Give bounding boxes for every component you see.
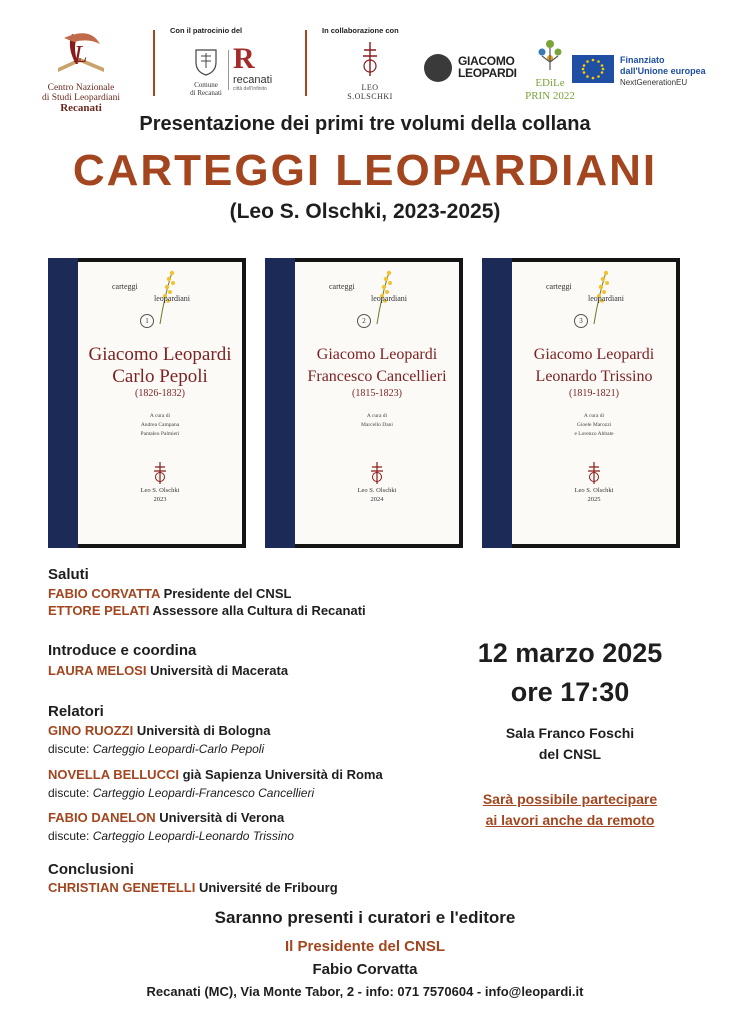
leopardi-portrait-icon: [424, 54, 452, 82]
edile-line-1: EDiLe: [535, 77, 565, 89]
book-cover-2: [265, 258, 463, 548]
cura-label: A cura di: [149, 413, 171, 419]
divider: [153, 30, 155, 96]
publisher-year: 2024: [370, 496, 384, 503]
editors-1: Gioele Marozzi: [576, 422, 612, 428]
speaker-role: già Sapienza Università di Roma: [178, 767, 383, 782]
cura-label: A cura di: [583, 413, 605, 419]
publisher-mark-icon: [586, 462, 602, 486]
speaker-line: [48, 586, 291, 601]
event-room-1: Sala Franco Foschi: [505, 725, 635, 741]
editors-1: Marcello Dani: [361, 422, 393, 428]
volume-number: 3: [574, 314, 588, 328]
book-cover-1: [48, 258, 246, 548]
eu-line-2: dall'Unione europea: [620, 66, 706, 76]
gl-line-1: GIACOMO: [458, 54, 515, 68]
book-years: (1815-1823): [352, 388, 402, 399]
edile-logo: [520, 38, 580, 103]
eu-funding-text: [620, 55, 706, 88]
speaker-role: Presidente del CNSL: [159, 586, 292, 601]
discussion-title: Carteggio Leopardi-Francesco Cancellieri: [92, 786, 315, 800]
speaker-line: [48, 603, 366, 618]
series-brand-1: carteggi: [546, 282, 572, 291]
book-name-1: Giacomo Leopardi: [533, 346, 655, 363]
book-publisher: [78, 486, 242, 504]
speaker-line: [48, 880, 338, 895]
page-subtitle: (Leo S. Olschki, 2023-2025): [229, 200, 501, 223]
series-brand-2: leopardiani: [371, 294, 407, 303]
saluti-heading: Saluti: [48, 566, 89, 583]
svg-text:L: L: [74, 42, 88, 68]
book-name-1: Giacomo Leopardi: [316, 346, 438, 363]
discussion-title: Carteggio Leopardi-Carlo Pepoli: [92, 742, 265, 756]
event-room-2: del CNSL: [538, 746, 602, 762]
president-title: Il Presidente del CNSL: [284, 938, 446, 955]
speaker-role: Università di Verona: [155, 810, 285, 825]
speaker-name: FABIO DANELON: [48, 810, 156, 825]
publisher-year: 2025: [587, 496, 601, 503]
recanati-r-mark: R: [233, 42, 255, 75]
book-years: (1826-1832): [135, 388, 185, 399]
speaker-name: GINO RUOZZI: [48, 723, 134, 738]
discussion-line: [48, 786, 314, 800]
book-front: [78, 262, 242, 544]
book-spine: [482, 258, 512, 548]
eu-line-3: NextGenerationEU: [620, 78, 688, 87]
patrocinio-label: Con il patrocinio del: [170, 26, 243, 35]
tree-icon: [520, 38, 580, 72]
series-brand-2: leopardiani: [154, 294, 190, 303]
speaker-line: [48, 663, 288, 678]
book-publisher: [512, 486, 676, 504]
publisher-year: 2023: [153, 496, 167, 503]
book-front: [512, 262, 676, 544]
editors-2: Pantaleo Palmieri: [140, 431, 180, 437]
recanati-tagline: città dell'infinito: [233, 86, 267, 92]
crest-icon: [194, 48, 218, 76]
volume-number: 2: [357, 314, 371, 328]
publisher-mark-icon: [369, 462, 385, 486]
giacomo-leopardi-logo: [458, 55, 517, 79]
book-name-2: Leonardo Trissino: [535, 368, 653, 385]
series-brand-1: carteggi: [112, 282, 138, 291]
quill-book-icon: [50, 28, 112, 78]
divider: [305, 30, 307, 96]
book-front: [295, 262, 459, 544]
book-names: [78, 344, 242, 388]
cnsl-name-2: di Studi Leopardiani: [41, 93, 121, 103]
speaker-role: Assessore alla Cultura di Recanati: [149, 603, 366, 618]
olschki-mark-icon: [360, 42, 380, 78]
series-brand-2: leopardiani: [588, 294, 624, 303]
comune-line-1: Comune: [194, 81, 218, 89]
presenti-note: Saranno presenti i curatori e l'editore: [214, 908, 516, 927]
comune-line-2: di Recanati: [190, 89, 222, 97]
speaker-role: Università di Bologna: [133, 723, 271, 738]
discussion-title: Carteggio Leopardi-Leonardo Trissino: [92, 829, 294, 843]
event-time: ore 17:30: [510, 677, 630, 707]
publisher-name: Leo S. Olschki: [357, 487, 397, 494]
eu-line-1: Finanziato: [620, 55, 665, 65]
presentation-heading: Presentazione dei primi tre volumi della collana: [139, 113, 591, 135]
conclusioni-heading: Conclusioni: [48, 861, 134, 878]
series-brand-1: carteggi: [329, 282, 355, 291]
remote-participation-link-2[interactable]: ai lavori anche da remoto: [485, 812, 655, 828]
publisher-name: Leo S. Olschki: [574, 487, 614, 494]
page-title: CARTEGGI LEOPARDIANI: [72, 146, 658, 195]
discussion-line: [48, 829, 294, 843]
book-years: (1819-1821): [569, 388, 619, 399]
recanati-logo: [233, 44, 293, 92]
eu-flag-icon: [572, 55, 614, 83]
speaker-name: CHRISTIAN GENETELLI: [48, 880, 196, 895]
book-curators: [295, 412, 459, 430]
discute-label: discute:: [48, 829, 93, 843]
speaker-role: Université de Fribourg: [195, 880, 338, 895]
book-names: [295, 344, 459, 388]
book-name-1: Giacomo Leopardi: [88, 344, 232, 365]
gl-line-2: LEOPARDI: [458, 66, 517, 80]
book-spine: [48, 258, 78, 548]
divider: [228, 50, 229, 90]
cnsl-name-3: Recanati: [60, 102, 102, 114]
book-name-2: Francesco Cancellieri: [307, 368, 447, 385]
comune-logo: [186, 48, 226, 97]
book-name-2: Carlo Pepoli: [112, 366, 208, 387]
discussion-line: [48, 742, 264, 756]
book-names: [512, 344, 676, 388]
speaker-line: [48, 767, 383, 782]
discute-label: discute:: [48, 786, 93, 800]
collaborazione-label: In collaborazione con: [322, 26, 399, 35]
cnsl-logo: [22, 28, 140, 114]
book-publisher: [295, 486, 459, 504]
editors-2: e Lorenzo Abbate: [574, 431, 614, 437]
cnsl-name-1: Centro Nazionale: [47, 83, 115, 93]
speaker-name: NOVELLA BELLUCCI: [48, 767, 179, 782]
introduce-heading: Introduce e coordina: [48, 642, 197, 659]
president-name: Fabio Corvatta: [312, 961, 418, 978]
volume-number: 1: [140, 314, 154, 328]
speaker-name: LAURA MELOSI: [48, 663, 147, 678]
remote-participation-link-1[interactable]: Sarà possibile partecipare: [482, 791, 658, 807]
speaker-name: FABIO CORVATTA: [48, 586, 160, 601]
editors-1: Andrea Campana: [140, 422, 180, 428]
relatori-heading: Relatori: [48, 703, 104, 720]
edile-line-2: PRIN 2022: [525, 90, 575, 102]
contact-info: Recanati (MC), Via Monte Tabor, 2 - info: 071 7570604 - info@leopardi.it: [146, 984, 584, 999]
recanati-word: recanati: [233, 74, 273, 86]
speaker-role: Università di Macerata: [146, 663, 289, 678]
publisher-mark-icon: [152, 462, 168, 486]
discute-label: discute:: [48, 742, 93, 756]
speaker-line: [48, 723, 270, 738]
book-spine: [265, 258, 295, 548]
cura-label: A cura di: [366, 413, 388, 419]
book-curators: [512, 412, 676, 439]
book-cover-3: [482, 258, 680, 548]
book-curators: [78, 412, 242, 439]
speaker-name: ETTORE PELATI: [48, 603, 150, 618]
publisher-name: Leo S. Olschki: [140, 487, 180, 494]
speaker-line: [48, 810, 284, 825]
event-date: 12 marzo 2025: [477, 638, 663, 668]
olschki-text: LEO S.OLSCHKI: [347, 83, 393, 101]
olschki-logo: [340, 42, 400, 101]
